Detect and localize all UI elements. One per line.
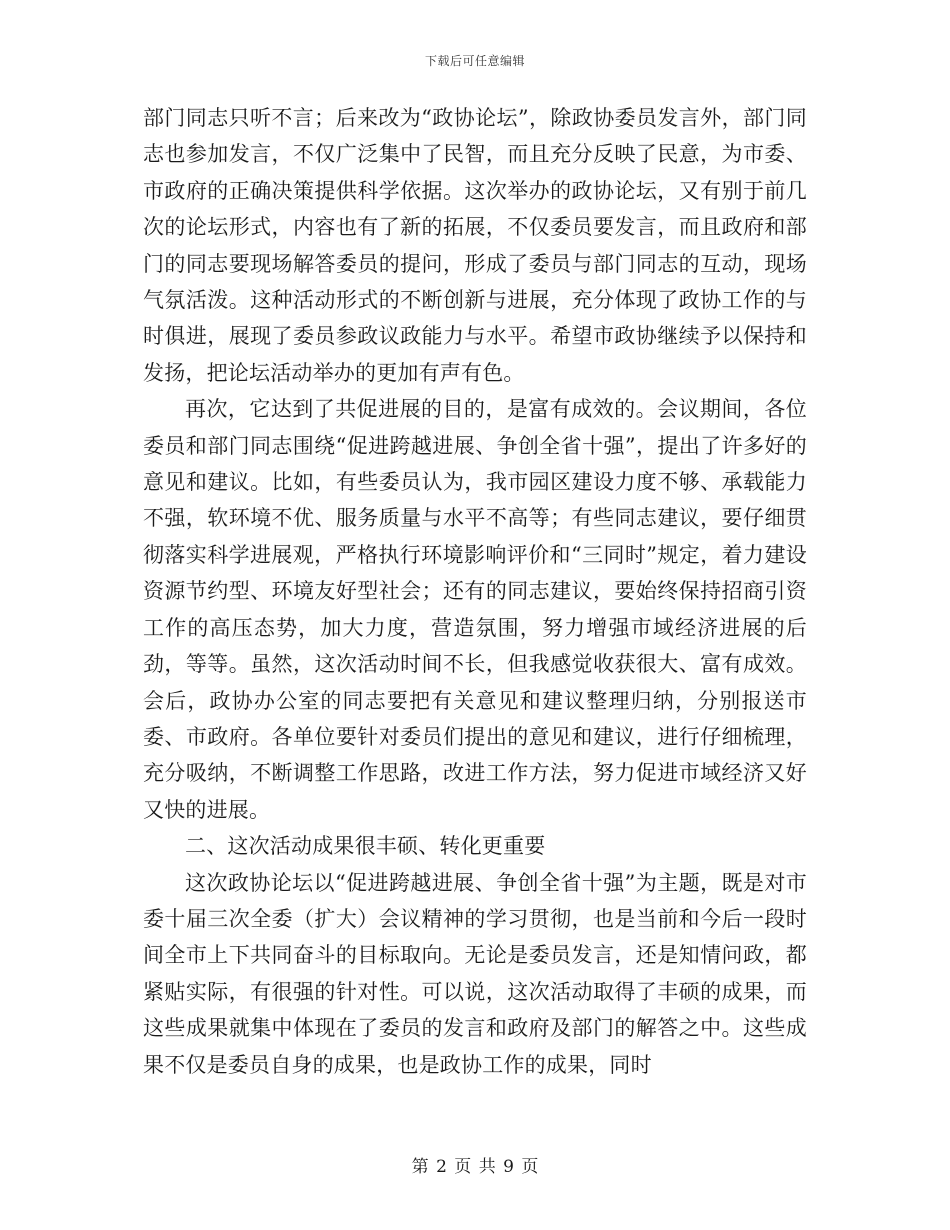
page-header: 下载后可任意编辑 <box>424 54 525 68</box>
page-number: 第 2 页 共 9 页 <box>411 1157 539 1177</box>
section-heading: 二、这次活动成果很丰硕、转化更重要 <box>185 834 546 859</box>
paragraph: 部门同志只听不言；后来改为“政协论坛”，除政协委员发言外，部门同志也参加发言，不仅广泛集中了民智，而且充分反映了民意，为市委、市政府的正确决策提供科学依据。这次举办的政协论坛，又有别于前几次的论坛形式，内容也有了新的拓展，不仅委员要发言，而且政府和部门的同志要现场解答委员的提问，形成了委员与部门同志的互动，现场气氛活泼。这种活动形式的不断创新与进展，充分体现了政协工作的与时俱进，展现了委员参政议政能力与水平。希望市政协继续予以保持和发扬，把论坛活动举办的更加有声有色。 <box>143 106 807 385</box>
paragraph: 这次政协论坛以“促进跨越进展、争创全省十强”为主题，既是对市委十届三次全委（扩大）会议精神的学习贯彻，也是当前和今后一段时间全市上下共同奋斗的目标取向。无论是委员发言，还是知情问政，都紧贴实际，有很强的针对性。可以说，这次活动取得了丰硕的成果，而这些成果就集中体现在了委员的发言和政府及部门的解答之中。这些成果不仅是委员自身的成果，也是政协工作的成果，同时 <box>143 870 807 1077</box>
body-content <box>143 100 807 1083</box>
paragraph: 再次，它达到了共促进展的目的，是富有成效的。会议期间，各位委员和部门同志围绕“促进跨越进展、争创全省十强”，提出了许多好的意见和建议。比如，有些委员认为，我市园区建设力度不够、承载能力不强，软环境不优、服务质量与水平不高等；有些同志建议，要仔细贯彻落实科学进展观，严格执行环境影响评价和“三同时”规定，着力建设资源节约型、环境友好型社会；还有的同志建议，要始终保持招商引资工作的高压态势，加大力度，营造氛围，努力增强市域经济进展的后劲，等等。虽然，这次活动时间不长，但我感觉收获很大、富有成效。会后，政协办公室的同志要把有关意见和建议整理归纳，分别报送市委、市政府。各单位要针对委员们提出的意见和建议，进行仔细梳理，充分吸纳，不断调整工作思路，改进工作方法，努力促进市域经济又好又快的进展。 <box>143 397 807 822</box>
